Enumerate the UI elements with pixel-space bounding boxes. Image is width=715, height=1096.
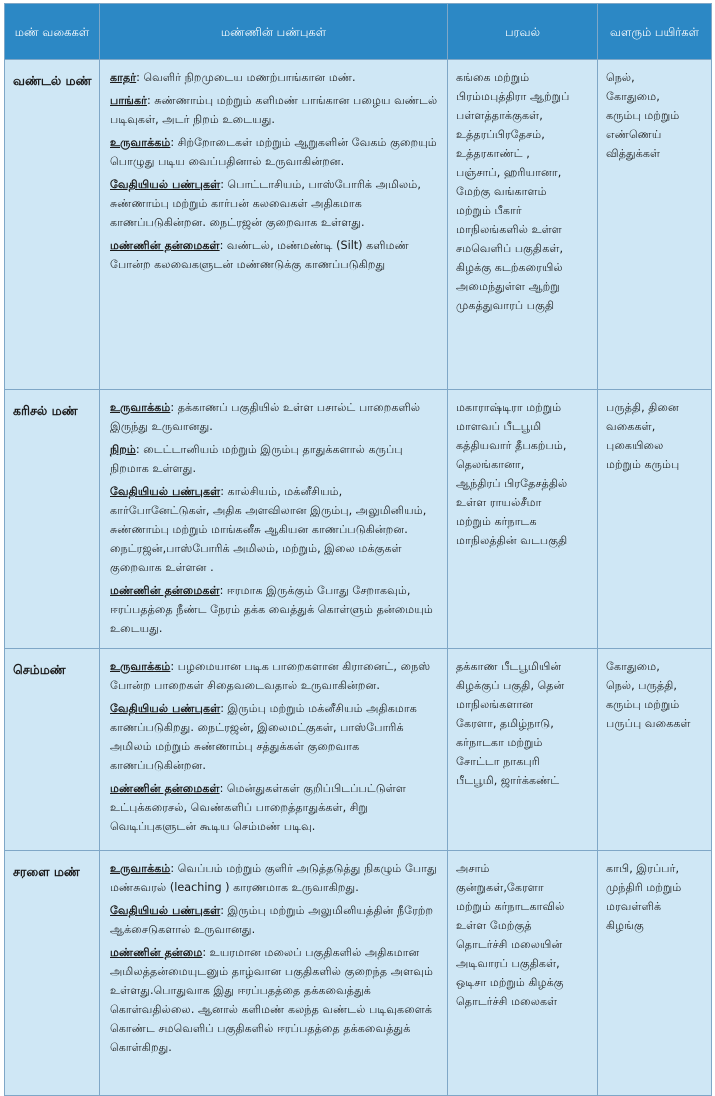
soil-properties-cell [100, 60, 448, 390]
soil-type-cell [5, 390, 100, 649]
distribution-text: மகாராஷ்டிரா மற்றும் மாளவப் பீடபூமி கத்தியவார் தீபகற்பம், தெலங்கானா, ஆந்திரப் பிரதேசத்தில் உள்ள ராயல்சீமா மற்றும் கர்நாடக மாநிலத்தின் வடபகுதி [456, 401, 568, 547]
soil-properties-cell [100, 851, 448, 1096]
property-text: : பொட்டாசியம், பாஸ்போரிக் அமிலம், சுண்ணாம்பு மற்றும் கார்பன் கலவைகள் அதிகமாக காணப்படுகின்றன. நைட்ரஜன் குறைவாக உள்ளது. [110, 178, 421, 229]
property-text: : மென்துகள்கள் குறிப்பிடப்பட்டுள்ள உட்புக்கரைசல், வெண்களிப் பாறைத்தாதுக்கள், சிறு வெடிப்புகளுடன் கூடிய செம்மண் படிவு. [110, 782, 406, 833]
property-label: மண்ணின் தன்மைகள் [110, 782, 220, 795]
property-label: காதர் [110, 71, 137, 84]
crops-cell [598, 851, 712, 1096]
property-label: வேதியியல் பண்புகள் [110, 904, 221, 917]
distribution-cell [448, 851, 598, 1096]
property-label: மண்ணின் தன்மை [110, 946, 203, 959]
crops-cell [598, 60, 712, 390]
distribution-cell [448, 390, 598, 649]
soil-type-name: கரிசல் மண் [13, 403, 78, 418]
property-text: : சிற்றோடைகள் மற்றும் ஆறுகளின் வேகம் குறையும் பொழுது படிய வைப்பதினால் உருவாகின்றன. [110, 136, 437, 168]
header-crops: வளரும் பயிர்கள் [598, 4, 712, 60]
table-row [5, 851, 712, 1096]
distribution-text: அசாம் குன்றுகள்,கேரளா மற்றும் கர்நாடகாவில் உள்ள மேற்குத் தொடர்ச்சி மலையின் அடிவாரப் பகுதிகள், ஒடிசா மற்றும் கிழக்கு தொடர்ச்சி மலைகள் [456, 862, 565, 1008]
property-item [110, 133, 441, 171]
table-row [5, 60, 712, 390]
property-label: உருவாக்கம் [110, 136, 171, 149]
property-item [110, 175, 441, 232]
property-text: : சுண்ணாம்பு மற்றும் களிமண் பாங்கான பழைய வண்டல் படிவுகள், அடர் நிறம் உடையது. [110, 94, 438, 126]
property-label: உருவாக்கம் [110, 401, 171, 414]
property-text: : உயரமான மலைப் பகுதிகளில் அதிகமான அமிலத்தன்மையுடனும் தாழ்வான பகுதிகளில் குறைந்த அளவும் உள்ளது.பொதுவாக இது ஈரப்பதத்தை தக்கவைத்துக் கொள்வதில்லை. ஆனால் களிமண் கலந்த வண்டல் படிவுகளைக் கொண்ட சமவெளிப் பகுதிகளில் ஈரப்பதத்தை தக்கவைத்துக் கொள்கிறது. [110, 946, 433, 1054]
soil-type-name: சரளை மண் [13, 864, 80, 879]
property-item [110, 236, 441, 274]
header-distribution: பரவல் [448, 4, 598, 60]
distribution-text: கங்கை மற்றும் பிரம்மபுத்திரா ஆற்றுப் பள்ளத்தாக்குகள், உத்தரப்பிரதேசம், உத்தரகாண்ட் , பஞ்சாப், ஹரியானா, மேற்கு வங்காளம் மற்றும் பீகார் மாநிலங்களில் உள்ள சமவெளிப் பகுதிகள், கிழக்கு கடற்கரையில் அமைந்துள்ள ஆற்று முகத்துவாரப் பகுதி [456, 71, 570, 312]
property-label: பாங்கர் [110, 94, 147, 107]
header-soil-properties: மண்ணின் பண்புகள் [100, 4, 448, 60]
property-text: : வெளிர் நிறமுடைய மணற்பாங்கான மண். [136, 71, 356, 84]
property-item [110, 779, 441, 836]
table-row [5, 390, 712, 649]
crops-text: காபி, இரப்பர், முந்திரி மற்றும் மரவள்ளிக் கிழங்கு [606, 862, 682, 932]
soil-type-name: வண்டல் மண் [13, 73, 92, 88]
soil-type-cell [5, 60, 100, 390]
property-label: நிறம் [110, 443, 136, 456]
property-label: உருவாக்கம் [110, 862, 171, 875]
soil-type-name: செம்மண் [13, 662, 66, 677]
property-text: : இரும்பு மற்றும் அலுமினியத்தின் நீரேற்ற ஆக்சைடுகளால் உருவானது. [110, 904, 434, 936]
property-text: : இரும்பு மற்றும் மக்னீசியம் அதிகமாக காணப்படுகிறது. நைட்ரஜன், இலைமட்குகள், பாஸ்போரிக் அமிலம் மற்றும் சுண்ணாம்பு சத்துக்கள் குறைவாக காணப்படுகின்றன. [110, 702, 417, 772]
property-label: உருவாக்கம் [110, 660, 171, 673]
soil-types-table [4, 3, 712, 1096]
property-text: : பழமையான படிக பாறைகளான கிரானைட், நைஸ் போன்ற பாறைகள் சிதைவடைவதால் உருவாகின்றன. [110, 660, 431, 692]
property-label: வேதியியல் பண்புகள் [110, 485, 221, 498]
crops-cell [598, 390, 712, 649]
property-item [110, 68, 441, 87]
property-item [110, 91, 441, 129]
header-soil-types: மண் வகைகள் [5, 4, 100, 60]
property-item [110, 440, 441, 478]
property-text: : வண்டல், மண்மண்டி (Silt) களிமண் போன்ற கலவைகளுடன் மண்ணடுக்கு காணப்படுகிறது [110, 239, 409, 271]
distribution-text: தக்காண பீடபூமியின் கிழக்குப் பகுதி, தென் மாநிலங்களான கேரளா, தமிழ்நாடு, கர்நாடகா மற்றும் சோட்டா நாகபுரி பீடபூமி, ஜார்க்கண்ட் [456, 660, 565, 787]
property-item [110, 482, 441, 577]
property-item [110, 859, 441, 897]
soil-properties-cell [100, 390, 448, 649]
property-text: : கால்சியம், மக்னீசியம், கார்போனேட்டுகள், அதிக அளவிலான இரும்பு, அலுமினியம், சுண்ணாம்பு மற்றும் மாங்கனீசு ஆகியன காணப்படுகின்றன. நைட்ரஜன்,பாஸ்போரிக் அமிலம், மற்றும், இலை மக்குகள் குறைவாக உள்ளன . [110, 485, 427, 574]
property-label: மண்ணின் தன்மைகள் [110, 239, 220, 252]
crops-text: பருத்தி, தினை வகைகள், புகையிலை மற்றும் கரும்பு [606, 401, 680, 471]
crops-cell [598, 649, 712, 851]
property-label: வேதியியல் பண்புகள் [110, 178, 221, 191]
crops-text: கோதுமை, நெல், பருத்தி, கரும்பு மற்றும் பருப்பு வகைகள் [606, 660, 691, 730]
property-text: : ஈரமாக இருக்கும் போது சேறாகவும், ஈரப்பதத்தை நீண்ட நேரம் தக்க வைத்துக் கொள்ளும் தன்மையும் உடையது. [110, 584, 433, 635]
header-row [5, 4, 712, 60]
soil-type-cell [5, 851, 100, 1096]
property-item [110, 657, 441, 695]
property-text: : டைட்டானியம் மற்றும் இரும்பு தாதுக்களால் கருப்பு நிறமாக உள்ளது. [110, 443, 403, 475]
soil-type-cell [5, 649, 100, 851]
property-item [110, 943, 441, 1057]
crops-text: நெல், கோதுமை, கரும்பு மற்றும் எண்ணெய் வித்துக்கள் [606, 71, 680, 160]
property-label: மண்ணின் தன்மைகள் [110, 584, 220, 597]
property-item [110, 901, 441, 939]
property-text: : வெப்பம் மற்றும் குளிர் அடுத்தடுத்து நிகழும் போது மண்சுவரல் (leaching ) காரணமாக உருவாகிறது. [110, 862, 437, 894]
property-item [110, 398, 441, 436]
table-row [5, 649, 712, 851]
property-item [110, 581, 441, 638]
property-label: வேதியியல் பண்புகள் [110, 702, 221, 715]
property-item [110, 699, 441, 775]
distribution-cell [448, 649, 598, 851]
soil-properties-cell [100, 649, 448, 851]
property-text: : தக்காணப் பகுதியில் உள்ள பசால்ட் பாறைகளில் இருந்து உருவானது. [110, 401, 421, 433]
distribution-cell [448, 60, 598, 390]
